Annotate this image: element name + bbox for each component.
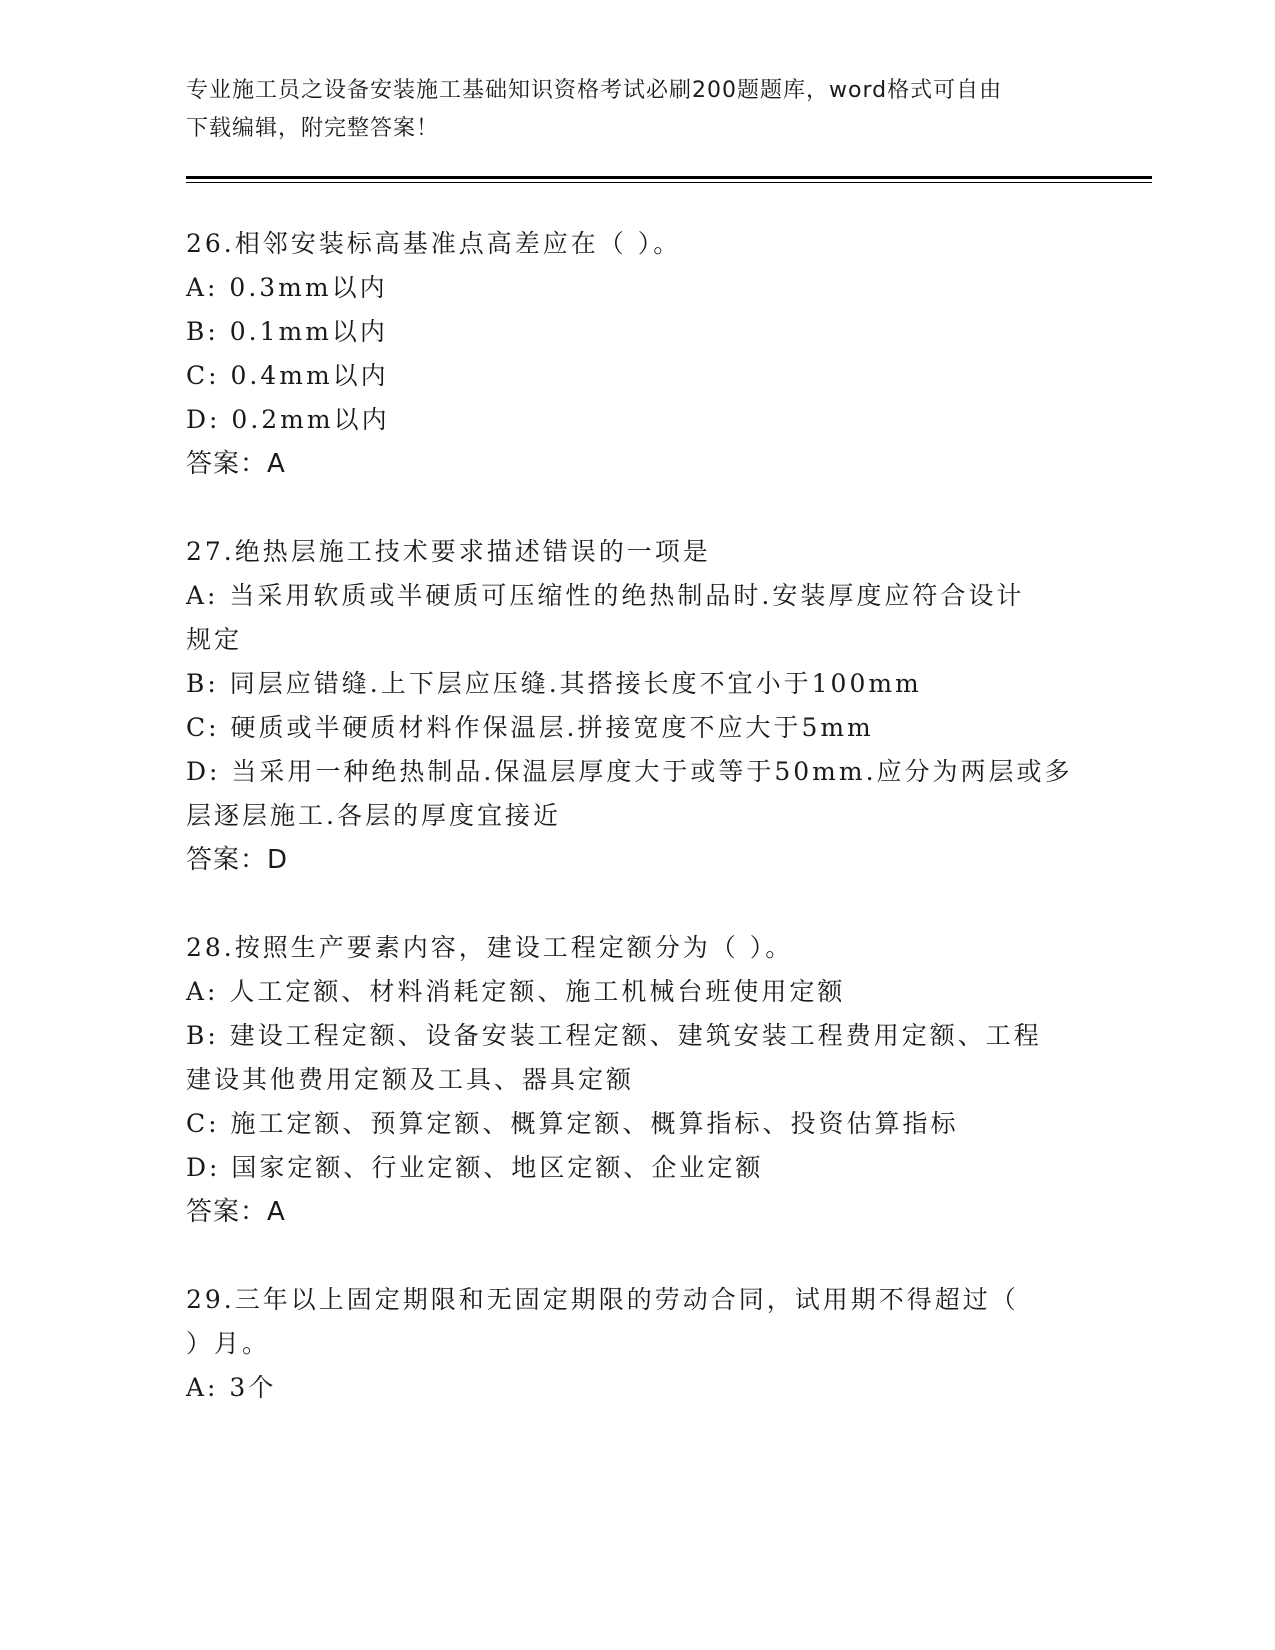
header-line-2: 下载编辑，附完整答案！ xyxy=(186,116,440,141)
header-divider-thin xyxy=(186,182,1152,183)
question-27-option-d-line-1: D: 当采用一种绝热制品.保温层厚度大于或等于50mm.应分为两层或多 xyxy=(186,757,1073,786)
question-27-text: 27.绝热层施工技术要求描述错误的一项是 xyxy=(186,537,711,566)
question-27-option-a-line-2: 规定 xyxy=(186,625,243,654)
question-28-option-a: A: 人工定额、材料消耗定额、施工机械台班使用定额 xyxy=(186,977,846,1006)
question-26-option-a: A: 0.3mm以内 xyxy=(186,273,388,302)
header-divider-thick xyxy=(186,176,1152,179)
question-28-option-c: C: 施工定额、预算定额、概算定额、概算指标、投资估算指标 xyxy=(186,1109,959,1138)
question-28-answer: 答案：A xyxy=(186,1197,286,1227)
question-27-option-c: C: 硬质或半硬质材料作保温层.拼接宽度不应大于5mm xyxy=(186,713,874,742)
question-28-option-b-line-2: 建设其他费用定额及工具、器具定额 xyxy=(186,1065,635,1094)
question-27-option-d-line-2: 层逐层施工.各层的厚度宜接近 xyxy=(186,801,561,830)
question-26-answer: 答案：A xyxy=(186,449,286,479)
question-26-option-c: C: 0.4mm以内 xyxy=(186,361,389,390)
question-29-text-line-1: 29.三年以上固定期限和无固定期限的劳动合同，试用期不得超过（ xyxy=(186,1285,1019,1314)
question-26-option-b: B: 0.1mm以内 xyxy=(186,317,388,346)
question-28-text: 28.按照生产要素内容，建设工程定额分为（ ）。 xyxy=(186,933,794,962)
question-28-option-d: D: 国家定额、行业定额、地区定额、企业定额 xyxy=(186,1153,764,1182)
question-27-answer: 答案：D xyxy=(186,845,289,875)
document-header xyxy=(186,72,1086,148)
header-line-1: 专业施工员之设备安装施工基础知识资格考试必刷200题题库，word格式可自由 xyxy=(186,78,1003,103)
question-26-text: 26.相邻安装标高基准点高差应在（ ）。 xyxy=(186,229,682,258)
question-28-option-b-line-1: B: 建设工程定额、设备安装工程定额、建筑安装工程费用定额、工程 xyxy=(186,1021,1042,1050)
question-29-text-line-2: ）月。 xyxy=(186,1329,271,1358)
question-27-option-a-line-1: A: 当采用软质或半硬质可压缩性的绝热制品时.安装厚度应符合设计 xyxy=(186,581,1025,610)
question-27-option-b: B: 同层应错缝.上下层应压缝.其搭接长度不宜小于100mm xyxy=(186,669,922,698)
question-29-option-a: A: 3个 xyxy=(186,1373,277,1402)
question-26-option-d: D: 0.2mm以内 xyxy=(186,405,390,434)
